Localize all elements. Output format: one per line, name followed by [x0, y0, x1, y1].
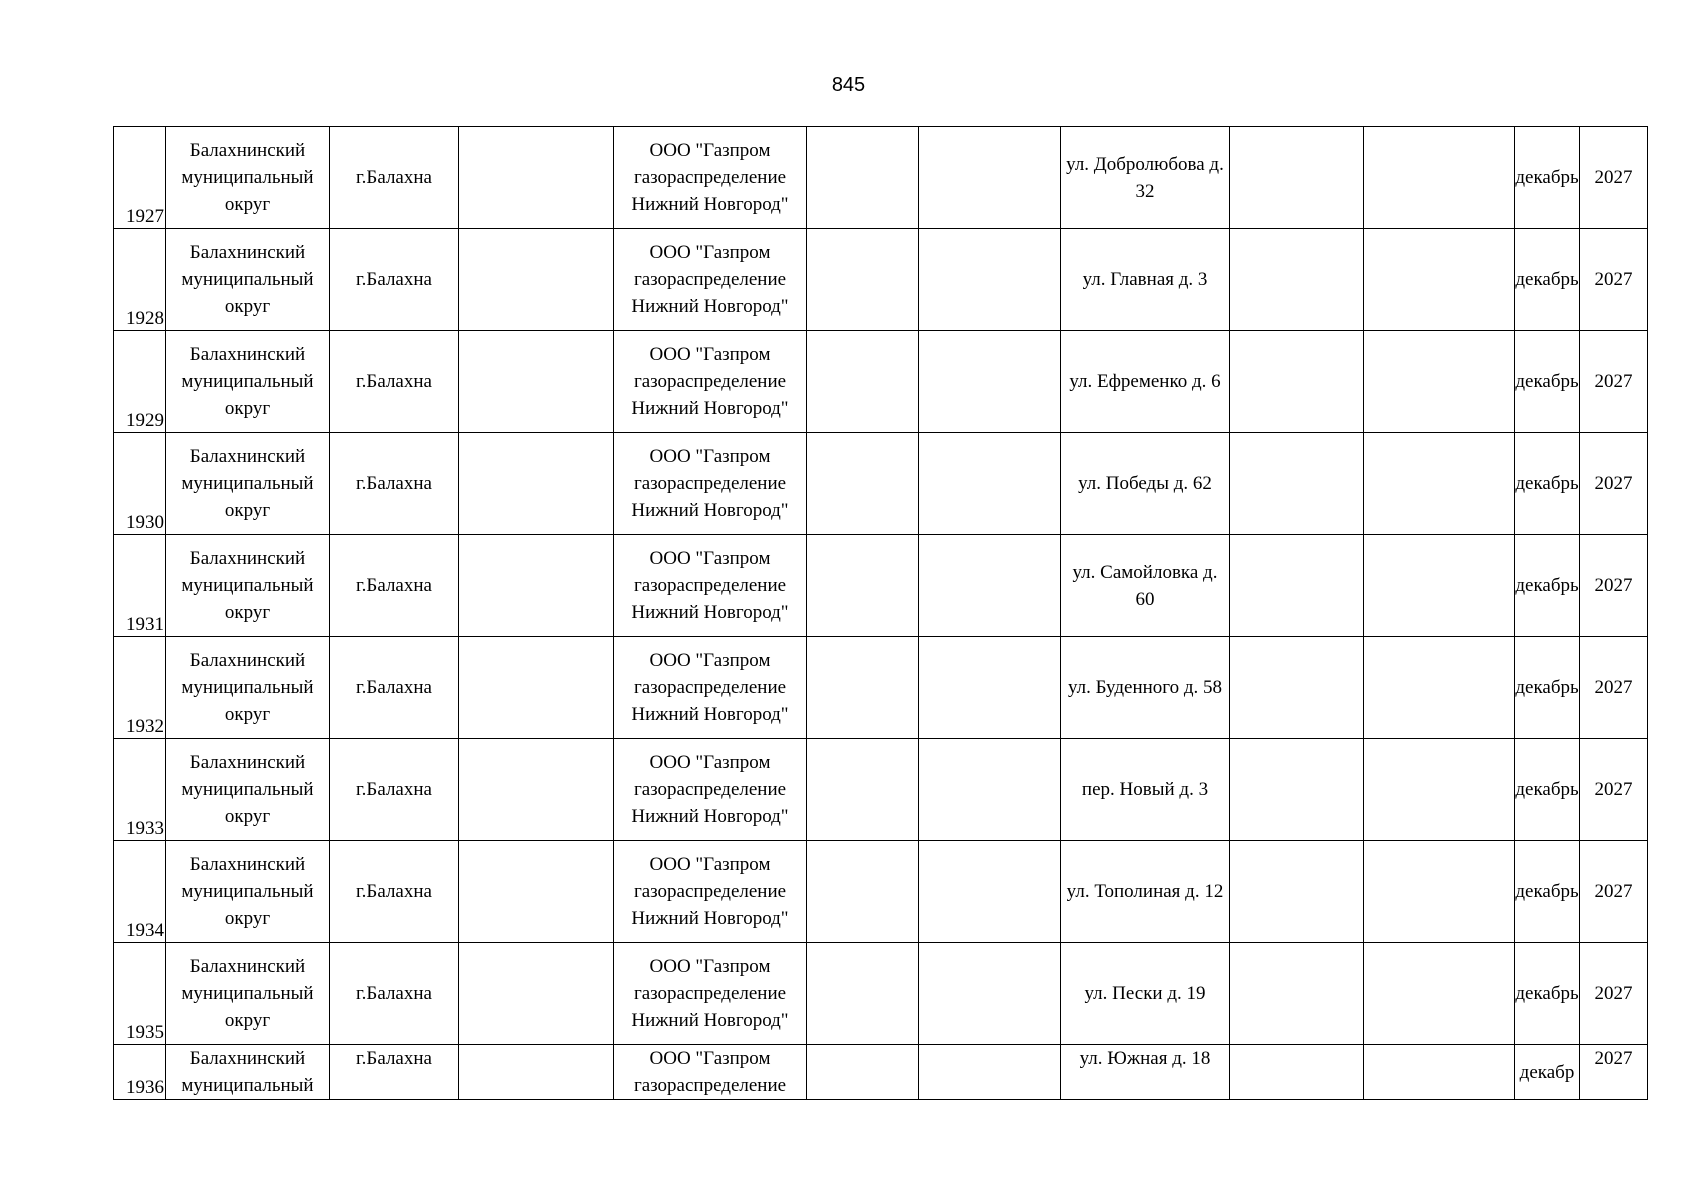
empty-cell: [1364, 841, 1515, 943]
month-cell: декабрь: [1515, 739, 1580, 841]
address-cell: пер. Новый д. 3: [1061, 739, 1230, 841]
address-cell: ул. Главная д. 3: [1061, 229, 1230, 331]
address-cell: ул. Победы д. 62: [1061, 433, 1230, 535]
table-row: [114, 943, 1648, 1045]
empty-cell: [1364, 637, 1515, 739]
address-cell: ул. Буденного д. 58: [1061, 637, 1230, 739]
month-cell: декабрь: [1515, 433, 1580, 535]
table-row: [114, 1045, 1648, 1100]
organization-cell: ООО "Газпром газораспределение Нижний Новгород": [614, 433, 807, 535]
month-cell: декабр: [1515, 1045, 1580, 1100]
empty-cell: [919, 331, 1061, 433]
organization-cell: ООО "Газпром газораспределение Нижний Новгород": [614, 229, 807, 331]
district-cell: Балахнинский муниципальный округ: [166, 535, 330, 637]
year-cell: 2027: [1580, 637, 1648, 739]
empty-cell: [459, 433, 614, 535]
city-cell: г.Балахна: [330, 739, 459, 841]
month-cell: декабрь: [1515, 331, 1580, 433]
empty-cell: [919, 841, 1061, 943]
empty-cell: [919, 739, 1061, 841]
year-cell: 2027: [1580, 841, 1648, 943]
city-cell: г.Балахна: [330, 127, 459, 229]
empty-cell: [459, 841, 614, 943]
organization-cell: ООО "Газпром газораспределение Нижний Новгород": [614, 739, 807, 841]
empty-cell: [459, 127, 614, 229]
empty-cell: [807, 637, 919, 739]
empty-cell: [1364, 535, 1515, 637]
table-row: [114, 331, 1648, 433]
empty-cell: [807, 331, 919, 433]
row-number-cell: 1934: [114, 841, 166, 943]
year-cell: 2027: [1580, 943, 1648, 1045]
empty-cell: [459, 637, 614, 739]
row-number-cell: 1928: [114, 229, 166, 331]
empty-cell: [807, 943, 919, 1045]
empty-cell: [807, 739, 919, 841]
row-number-cell: 1935: [114, 943, 166, 1045]
empty-cell: [1230, 535, 1364, 637]
row-number-cell: 1932: [114, 637, 166, 739]
empty-cell: [1364, 943, 1515, 1045]
organization-cell: ООО "Газпром газораспределение Нижний Новгород": [614, 535, 807, 637]
district-cell: Балахнинский муниципальный округ: [166, 637, 330, 739]
city-cell: г.Балахна: [330, 229, 459, 331]
year-cell: 2027: [1580, 739, 1648, 841]
year-cell: 2027: [1580, 433, 1648, 535]
table-row: [114, 433, 1648, 535]
empty-cell: [919, 127, 1061, 229]
empty-cell: [807, 841, 919, 943]
registry-table: [113, 126, 1648, 1100]
empty-cell: [459, 229, 614, 331]
empty-cell: [919, 535, 1061, 637]
empty-cell: [1230, 229, 1364, 331]
empty-cell: [459, 739, 614, 841]
district-cell: Балахнинский муниципальный округ: [166, 433, 330, 535]
month-cell: декабрь: [1515, 943, 1580, 1045]
month-cell: декабрь: [1515, 841, 1580, 943]
empty-cell: [459, 331, 614, 433]
city-cell: г.Балахна: [330, 433, 459, 535]
year-cell: 2027: [1580, 127, 1648, 229]
month-cell: декабрь: [1515, 637, 1580, 739]
empty-cell: [807, 1045, 919, 1100]
table-row: [114, 127, 1648, 229]
district-cell: Балахнинский муниципальный округ: [166, 331, 330, 433]
empty-cell: [919, 229, 1061, 331]
empty-cell: [919, 433, 1061, 535]
row-number-cell: 1933: [114, 739, 166, 841]
address-cell: ул. Южная д. 18: [1061, 1045, 1230, 1100]
row-number-cell: 1927: [114, 127, 166, 229]
address-cell: ул. Самойловка д. 60: [1061, 535, 1230, 637]
empty-cell: [807, 535, 919, 637]
organization-cell: ООО "Газпром газораспределение Нижний Новгород": [614, 637, 807, 739]
organization-cell: ООО "Газпром газораспределение: [614, 1045, 807, 1100]
page-number: 845: [831, 74, 866, 96]
empty-cell: [919, 637, 1061, 739]
empty-cell: [1230, 943, 1364, 1045]
city-cell: г.Балахна: [330, 841, 459, 943]
year-cell: 2027: [1580, 331, 1648, 433]
empty-cell: [1230, 841, 1364, 943]
row-number-cell: 1936: [114, 1045, 166, 1100]
city-cell: г.Балахна: [330, 943, 459, 1045]
empty-cell: [1364, 433, 1515, 535]
empty-cell: [807, 433, 919, 535]
empty-cell: [1230, 1045, 1364, 1100]
district-cell: Балахнинский муниципальный округ: [166, 127, 330, 229]
empty-cell: [1364, 331, 1515, 433]
city-cell: г.Балахна: [330, 331, 459, 433]
year-cell: 2027: [1580, 1045, 1648, 1100]
year-cell: 2027: [1580, 229, 1648, 331]
empty-cell: [807, 127, 919, 229]
row-number-cell: 1930: [114, 433, 166, 535]
empty-cell: [459, 1045, 614, 1100]
address-cell: ул. Пески д. 19: [1061, 943, 1230, 1045]
month-cell: декабрь: [1515, 229, 1580, 331]
table-row: [114, 841, 1648, 943]
empty-cell: [1364, 127, 1515, 229]
district-cell: Балахнинский муниципальный округ: [166, 739, 330, 841]
empty-cell: [1230, 433, 1364, 535]
organization-cell: ООО "Газпром газораспределение Нижний Новгород": [614, 331, 807, 433]
address-cell: ул. Ефременко д. 6: [1061, 331, 1230, 433]
city-cell: г.Балахна: [330, 637, 459, 739]
table-row: [114, 637, 1648, 739]
empty-cell: [1364, 229, 1515, 331]
row-number-cell: 1931: [114, 535, 166, 637]
district-cell: Балахнинский муниципальный округ: [166, 841, 330, 943]
empty-cell: [1230, 331, 1364, 433]
empty-cell: [459, 943, 614, 1045]
table-row: [114, 229, 1648, 331]
empty-cell: [1230, 637, 1364, 739]
empty-cell: [1230, 739, 1364, 841]
district-cell: Балахнинский муниципальный округ: [166, 229, 330, 331]
address-cell: ул. Добролюбова д. 32: [1061, 127, 1230, 229]
district-cell: Балахнинский муниципальный: [166, 1045, 330, 1100]
empty-cell: [459, 535, 614, 637]
empty-cell: [919, 1045, 1061, 1100]
month-cell: декабрь: [1515, 127, 1580, 229]
address-cell: ул. Тополиная д. 12: [1061, 841, 1230, 943]
empty-cell: [1364, 739, 1515, 841]
empty-cell: [807, 229, 919, 331]
district-cell: Балахнинский муниципальный округ: [166, 943, 330, 1045]
table-row: [114, 739, 1648, 841]
city-cell: г.Балахна: [330, 535, 459, 637]
organization-cell: ООО "Газпром газораспределение Нижний Новгород": [614, 127, 807, 229]
organization-cell: ООО "Газпром газораспределение Нижний Новгород": [614, 841, 807, 943]
month-cell: декабрь: [1515, 535, 1580, 637]
organization-cell: ООО "Газпром газораспределение Нижний Новгород": [614, 943, 807, 1045]
city-cell: г.Балахна: [330, 1045, 459, 1100]
row-number-cell: 1929: [114, 331, 166, 433]
empty-cell: [1364, 1045, 1515, 1100]
empty-cell: [1230, 127, 1364, 229]
year-cell: 2027: [1580, 535, 1648, 637]
table-row: [114, 535, 1648, 637]
empty-cell: [919, 943, 1061, 1045]
